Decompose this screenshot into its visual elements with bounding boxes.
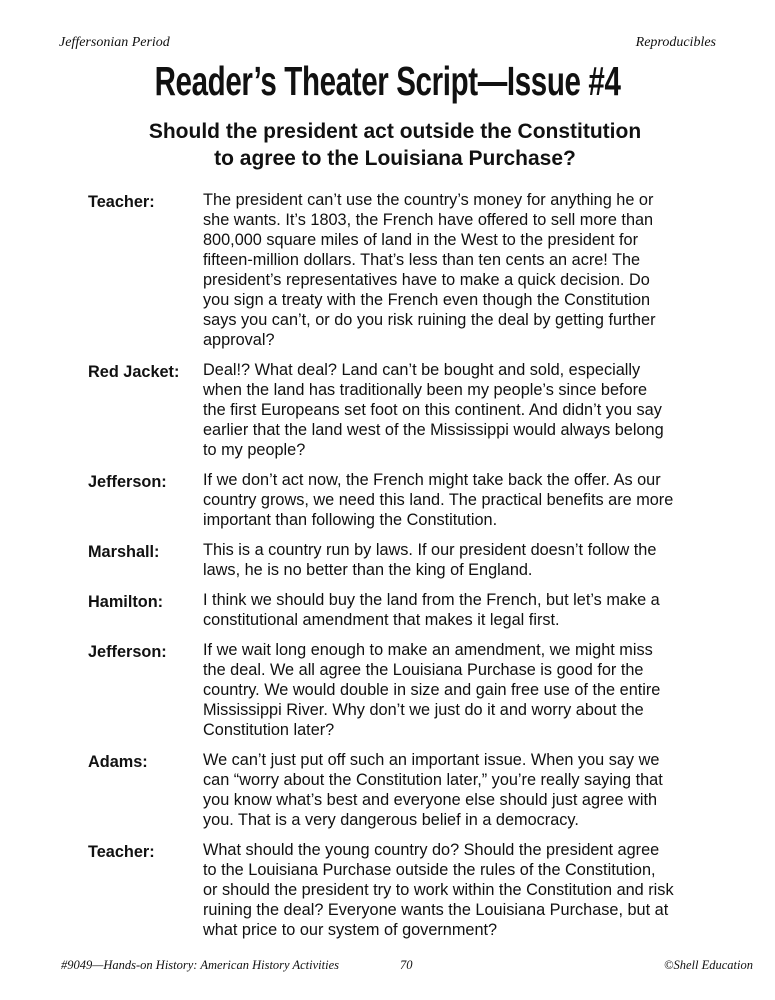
speaker-dialogue [203,750,663,830]
dialogue-line: you. That is a very dangerous belief in a democracy. [203,811,579,829]
footer-publisher: ©Shell Education [664,958,753,972]
footer-book: #9049—Hands-on History: American History Activities [61,958,339,972]
script-line [88,190,758,350]
dialogue-line: Constitution later? [203,721,335,739]
header-section: Jeffersonian Period [59,35,170,50]
dialogue-line: If we wait long enough to make an amendment, we might miss [203,641,653,659]
speaker-dialogue [203,470,673,530]
dialogue-line: fifteen-million dollars. That’s less than ten cents an acre! The [203,251,641,269]
speaker-dialogue [203,840,674,940]
header-label: Reproducibles [635,35,716,50]
dialogue-line: earlier that the land west of the Mississippi would always belong [203,421,664,439]
speaker-name: Jefferson: [88,643,167,661]
dialogue-line: country grows, we need this land. The practical benefits are more [203,491,674,509]
dialogue-line: ruining the deal? Everyone wants the Louisiana Purchase, but at [203,901,669,919]
dialogue-line: This is a country run by laws. If our president doesn’t follow the [203,541,657,559]
dialogue-line: We can’t just put off such an important issue. When you say we [203,751,660,769]
speaker-dialogue [203,640,660,740]
speaker-name: Marshall: [88,543,160,561]
dialogue-line: constitutional amendment that makes it legal first. [203,611,560,629]
subtitle-line: to agree to the Louisiana Purchase? [214,147,576,170]
page-title [0,58,775,104]
dialogue-line: 800,000 square miles of land in the West to the president for [203,231,639,249]
dialogue-line: president’s representatives have to make a quick decision. Do [203,271,650,289]
script-line [88,590,758,630]
dialogue-line: can “worry about the Constitution later,” you’re really saying that [203,771,663,789]
dialogue-line: you sign a treaty with the French even though the Constitution [203,291,651,309]
speaker-name: Jefferson: [88,473,167,491]
dialogue-line: the first Europeans set foot on this continent. And didn’t you say [203,401,662,419]
page-number: 70 [400,958,413,972]
dialogue-line: says you can’t, or do you risk ruining the deal by getting further [203,311,656,329]
script-line [88,840,758,940]
dialogue-line: you know what’s best and everyone else should just agree with [203,791,658,809]
dialogue-line: when the land has traditionally been my people’s since before [203,381,648,399]
dialogue-line: Mississippi River. Why don’t we just do it and worry about the [203,701,644,719]
dialogue-line: she wants. It’s 1803, the French have offered to sell more than [203,211,654,229]
dialogue-line: laws, he is no better than the king of England. [203,561,533,579]
script-body [88,190,758,950]
speaker-dialogue [203,190,656,350]
dialogue-line: the deal. We all agree the Louisiana Purchase is good for the [203,661,644,679]
dialogue-line: to the Louisiana Purchase outside the rules of the Constitution, [203,861,656,879]
speaker-name: Teacher: [88,843,155,861]
dialogue-line: What should the young country do? Should the president agree [203,841,660,859]
speaker-dialogue [203,540,656,580]
dialogue-line: Deal!? What deal? Land can’t be bought and sold, especially [203,361,641,379]
script-line [88,360,758,460]
speaker-name: Red Jacket: [88,363,180,381]
speaker-dialogue [203,590,660,630]
dialogue-line: I think we should buy the land from the French, but let’s make a [203,591,660,609]
dialogue-line: approval? [203,331,275,349]
script-line [88,640,758,740]
subtitle-line: Should the president act outside the Constitution [148,120,642,143]
dialogue-line: If we don’t act now, the French might take back the offer. As our [203,471,661,489]
script-line [88,540,758,580]
speaker-dialogue [203,360,664,460]
dialogue-line: important than following the Constitution. [203,511,498,529]
speaker-name: Teacher: [88,193,155,211]
script-line [88,470,758,530]
script-line [88,750,758,830]
title-text: Reader’s Theater Script—Issue #4 [154,58,621,104]
dialogue-line: The president can’t use the country’s money for anything he or [203,191,654,209]
dialogue-line: to my people? [203,441,306,459]
speaker-name: Hamilton: [88,593,164,611]
speaker-name: Adams: [88,753,148,771]
dialogue-line: country. We would double in size and gain free use of the entire [203,681,661,699]
subtitle [0,118,775,172]
dialogue-line: what price to our system of government? [203,921,498,939]
dialogue-line: or should the president try to work within the Constitution and risk [203,881,674,899]
